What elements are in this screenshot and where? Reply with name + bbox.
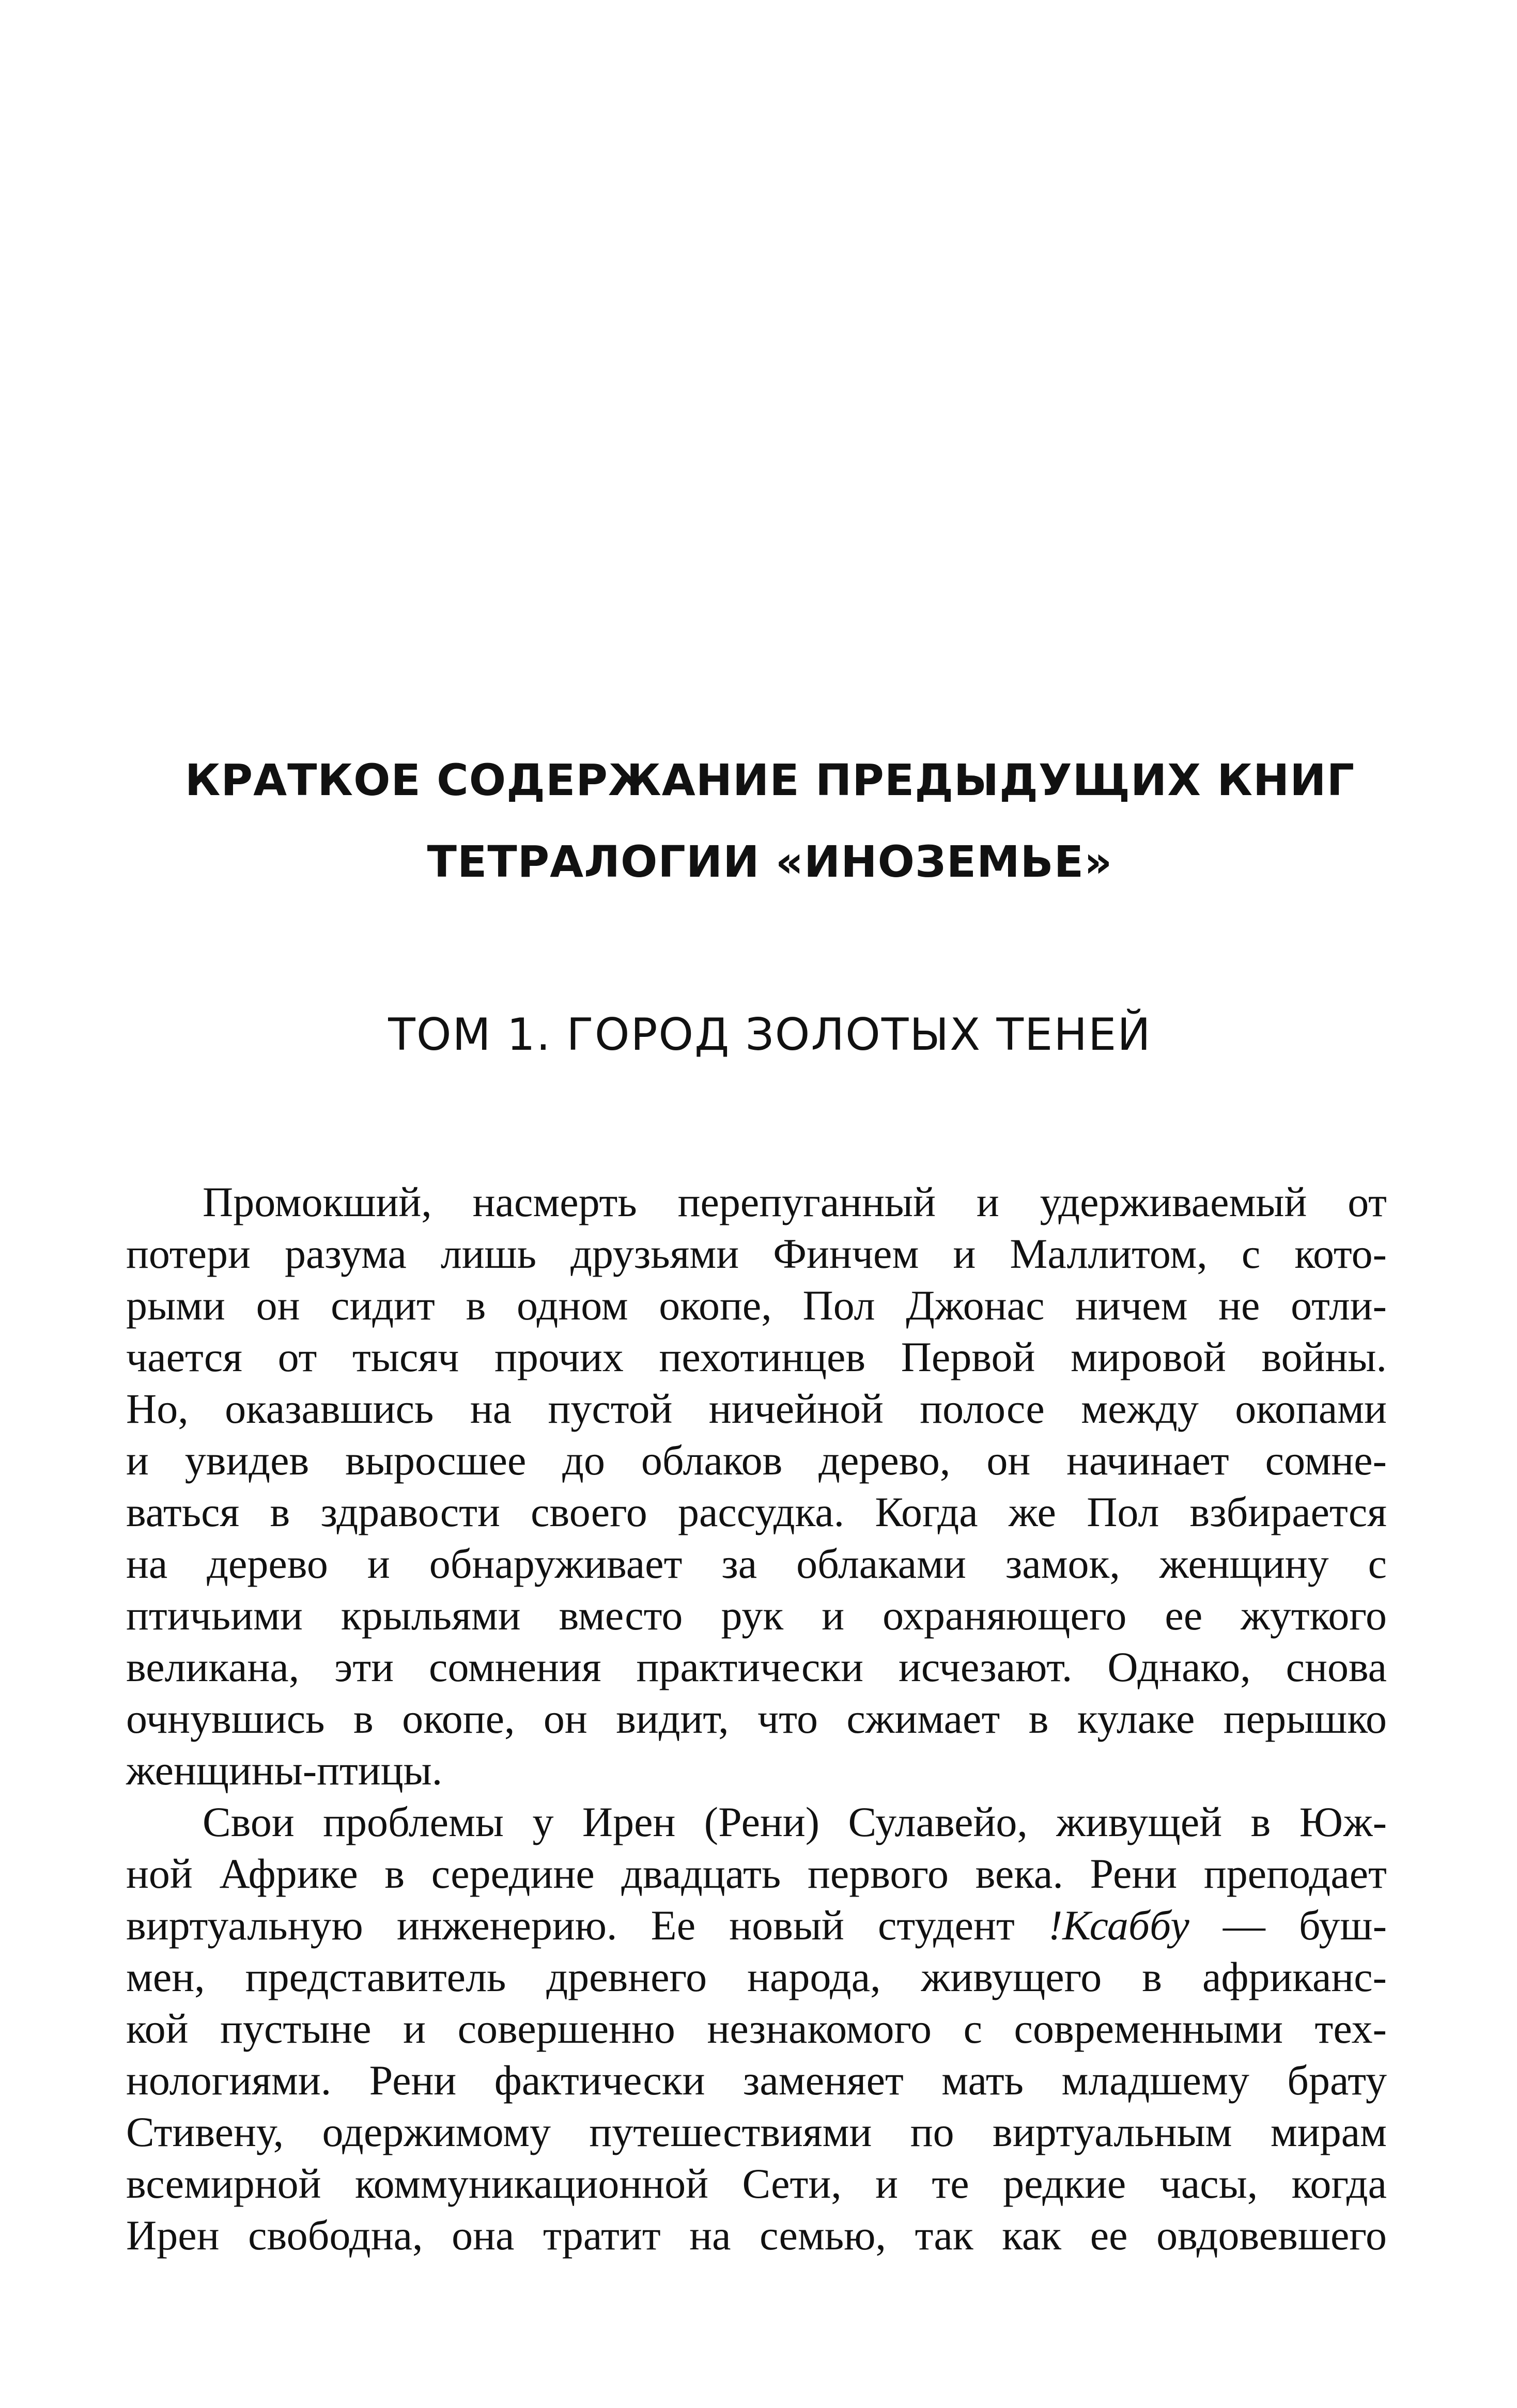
paragraph-2-line-part: — буш- bbox=[1222, 1902, 1387, 1949]
paragraph-1-line: и увидев выросшее до облаков дерево, он начинает сомне- bbox=[126, 1437, 1387, 1484]
paragraph-1-line: потери разума лишь друзьями Финчем и Маллитом, с кото- bbox=[126, 1230, 1387, 1277]
paragraph-2-line: нологиями. Рени фактически заменяет мать младшему брату bbox=[126, 2057, 1387, 2104]
student-name: !Ксаббу bbox=[1048, 1902, 1189, 1949]
paragraph-2-line: Ирен свободна, она тратит на семью, так как ее овдовевшего bbox=[126, 2212, 1387, 2259]
paragraph-2-line bbox=[126, 1900, 1387, 1951]
paragraph-1-line: ваться в здравости своего рассудка. Когда же Пол взбирается bbox=[126, 1488, 1387, 1535]
paragraph-1-line: птичьими крыльями вместо рук и охраняющего ее жуткого bbox=[126, 1592, 1387, 1639]
paragraph-1-line: очнувшись в окопе, он видит, что сжимает в кулаке перышко bbox=[126, 1695, 1387, 1742]
paragraph-1-line: чается от тысяч прочих пехотинцев Первой мировой войны. bbox=[126, 1333, 1387, 1380]
paragraph-2-line: всемирной коммуникационной Сети, и те редкие часы, когда bbox=[126, 2160, 1387, 2207]
summary-heading-line-1: КРАТКОЕ СОДЕРЖАНИЕ ПРЕДЫДУЩИХ КНИГ bbox=[184, 755, 1355, 805]
paragraph-2-line: Стивену, одержимому путешествиями по виртуальным мирам bbox=[126, 2108, 1387, 2155]
paragraph-2-line: ной Африке в середине двадцать первого века. Рени преподает bbox=[126, 1850, 1387, 1897]
paragraph-1-line: женщины-птицы. bbox=[126, 1747, 443, 1794]
paragraph-2-line-part: виртуальную инженерию. Ее новый студент bbox=[126, 1902, 1015, 1949]
paragraph-2-line: кой пустыне и совершенно незнакомого с современными тех- bbox=[126, 2005, 1387, 2052]
paragraph-2-line: мен, представитель древнего народа, живущего в африканс- bbox=[126, 1953, 1387, 2000]
paragraph-1-line: рыми он сидит в одном окопе, Пол Джонас ничем не отли- bbox=[126, 1282, 1387, 1329]
paragraph-2-line: Свои проблемы у Ирен (Рени) Сулавейо, живущей в Юж- bbox=[203, 1798, 1387, 1845]
volume-title: ТОМ 1. ГОРОД ЗОЛОТЫХ ТЕНЕЙ bbox=[388, 1009, 1152, 1061]
paragraph-1-line: на дерево и обнаруживает за облаками замок, женщину с bbox=[126, 1540, 1387, 1587]
paragraph-1-line: великана, эти сомнения практически исчезают. Однако, снова bbox=[126, 1643, 1387, 1690]
paragraph-1-line: Промокший, насмерть перепуганный и удерживаемый от bbox=[203, 1178, 1387, 1225]
summary-heading-line-2: ТЕТРАЛОГИИ «ИНОЗЕМЬЕ» bbox=[427, 836, 1113, 887]
paragraph-1-line: Но, оказавшись на пустой ничейной полосе между окопами bbox=[126, 1385, 1387, 1432]
